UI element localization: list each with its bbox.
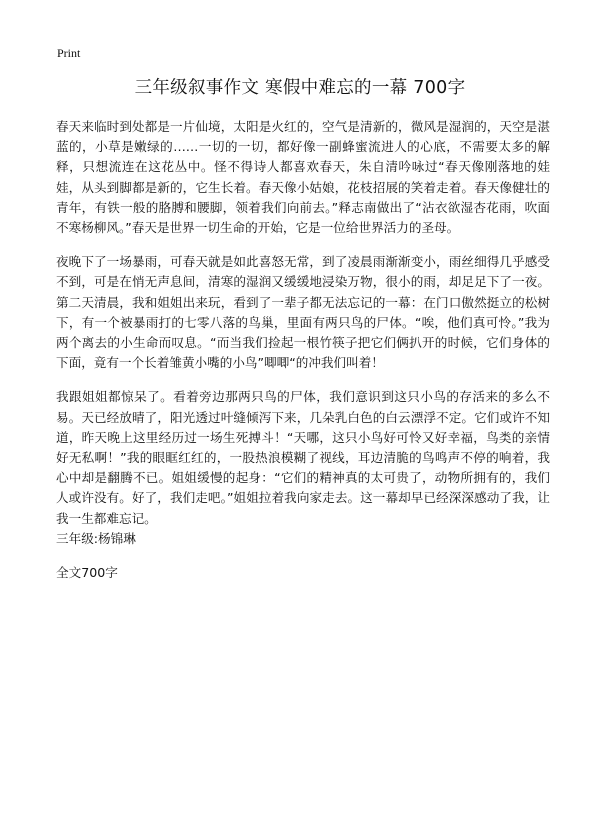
paragraph-2: 夜晚下了一场暴雨，可春天就是如此喜怒无常，到了凌晨雨渐渐变小，雨丝细得几乎感受不到，可是在悄无声息间，清寒的湿润又缓缓地浸染万物，很小的雨，却足足下了一夜。第二天清晨，我和姐姐出来玩，看到了一辈子都无法忘记的一幕：在门口傲然挺立的松树下，有一个被暴雨打的七零八落的鸟巢，里面有两只鸟的尸体。“唉，他们真可怜。”我为两个离去的小生命而叹息。“而当我们捡起一根竹筷子把它们俩扒开的时候，它们身体的下面，竟有一个长着雏黄小嘴的小鸟”唧唧“的冲我们叫着！ [56,254,550,371]
essay-body [56,117,550,543]
paragraph-1: 春天来临时到处都是一片仙境，太阳是火红的，空气是清新的，微风是湿润的，天空是湛蓝的，小草是嫩绿的……一切的一切，都好像一副蜂蜜流进人的心底，不需要太多的解释，只想流连在这花丛中。怪不得诗人都喜欢春天，朱自清吟咏过“春天像刚落地的娃娃，从头到脚都是新的，它生长着。春天像小姑娘，花枝招展的笑着走着。春天像健壮的青年，有铁一般的胳膊和腰脚，领着我们向前去。”释志南做出了“沾衣欲湿杏花雨，吹面不寒杨柳风。”春天是世界一切生命的开始，它是一位给世界活力的圣母。 [56,119,550,236]
word-count: 全文700字 [56,565,118,580]
paragraph-3: 我跟姐姐都惊呆了。看着旁边那两只鸟的尸体，我们意识到这只小鸟的存活来的多么不易。天已经放晴了，阳光透过叶缝倾泻下来，几朵乳白色的白云漂浮不定。它们或许不知道，昨天晚上这里经历过一场生死搏斗！“天哪，这只小鸟好可怜又好幸福，鸟类的亲情好无私啊！”我的眼眶红红的，一股热浪模糊了视线，耳边清脆的鸟鸣声不停的响着，我心中却是翻腾不已。姐姐缓慢的起身：“它们的精神真的太可贵了，动物所拥有的，我们人或许没有。好了，我们走吧。”姐姐拉着我向家走去。这一幕却早已经深深感动了我，让我一生都难忘记。 [56,389,550,526]
page-title: 三年级叙事作文 寒假中难忘的一幕 700字 [134,78,466,98]
author-line: 三年级:杨锦琳 [56,531,136,546]
print-link[interactable]: Print [57,46,81,60]
